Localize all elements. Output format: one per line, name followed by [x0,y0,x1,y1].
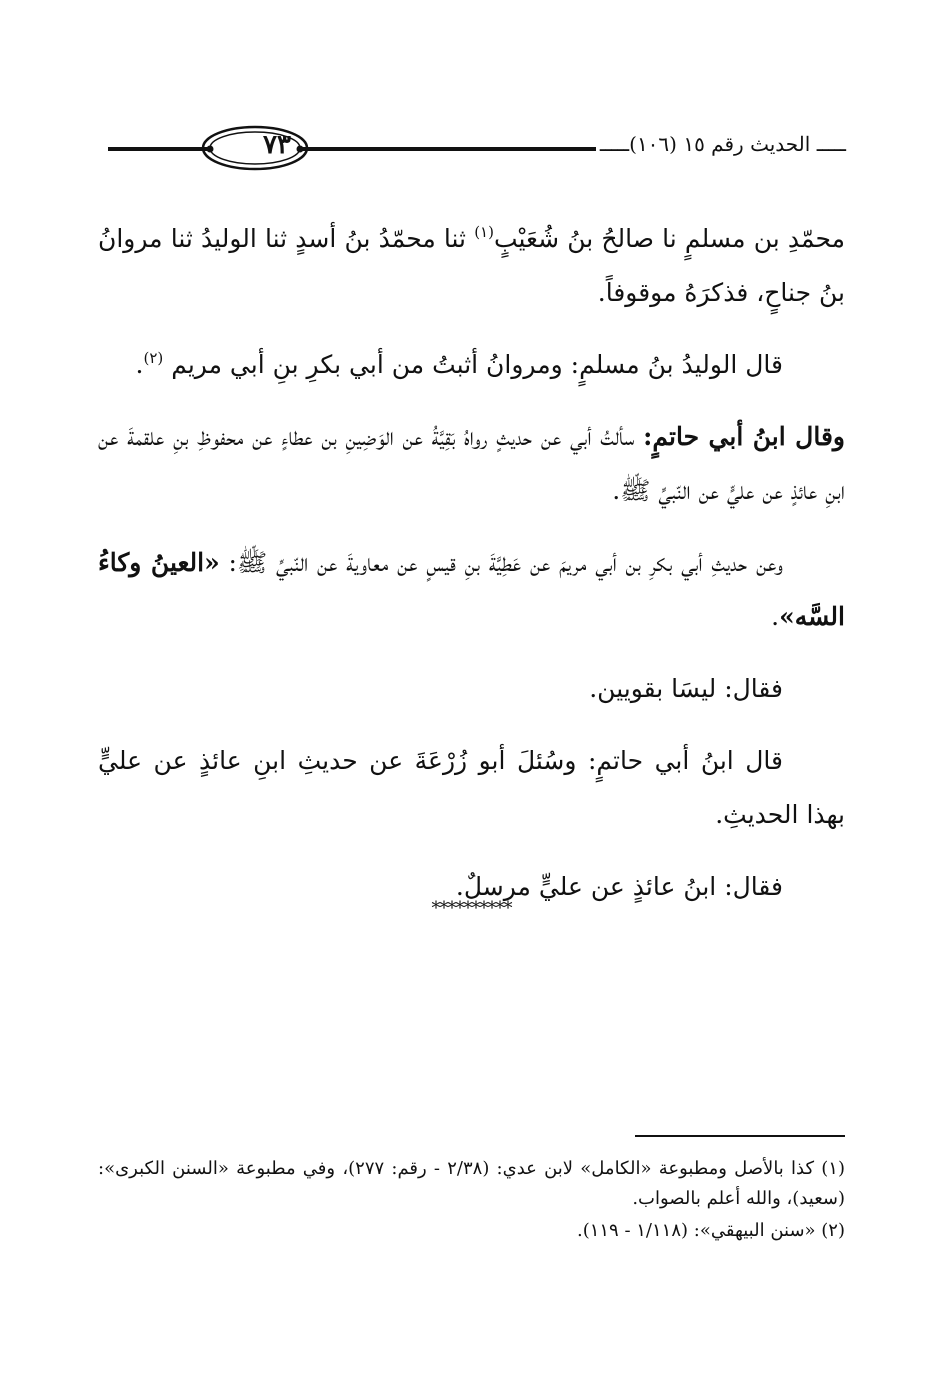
paragraph-1-rest: ثنا محمّدُ بنُ أسدٍ ثنا الوليدُ ثنا مروانُ بنُ جناحٍ، فذكرَهُ موقوفاً. [98,224,845,307]
page-header [100,118,846,188]
paragraph-2-end: . [135,350,144,379]
footnote-1: (١) كذا بالأصل ومطبوعة «الكامل» لابن عدي: (٢/٣٨ - رقم: ٢٧٧)، وفي مطبوعة «السنن الكبرى»: (سعيد)، والله أعلم بالصواب. [98,1158,845,1209]
footnote-rule [635,1135,845,1137]
footnote-2: (٢) «سنن البيهقي»: (١/١١٨ - ١١٩). [576,1220,845,1241]
paragraph-7: فقال: ابنُ عائذٍ عن عليٍّ مرسلٌ. [455,872,783,901]
hadith-quote: «العينُ وكاءُ السَّه» [98,548,845,631]
paragraph-3 [98,410,845,518]
running-title: ـــــ الحديث رقم ١٥ (١٠٦)ـــــ [596,132,846,156]
paragraph-5: فقال: ليسَا بقويين. [589,674,783,703]
paragraph-2 [98,338,845,392]
section-separator: ********** [431,898,512,919]
footnotes [98,1154,845,1248]
footnote-ref-2: (٢) [143,349,164,367]
paragraph-3-rest: سألتُ أبي عن حديثٍ رواهُ بَقِيَّةُ عن الوَضِينِ بن عطاءٍ عن محفوظِ بنِ علقمةَ عن ابنِ عائذٍ عن عليٍّ عن النّبيِّ ﷺ. [98,422,845,505]
paragraph-1-text: محمّدِ بن مسلمٍ نا صالحُ بنُ شُعَيْبٍ [493,224,845,253]
paragraph-4-text: وعن حديثِ أبي بكرِ بن أبي مريمَ عن عَطِيَّةَ بنِ قيسٍ عن معاويةَ عن النّبيِّ ﷺ: [219,548,783,577]
paragraph-4 [98,536,845,644]
main-text [98,212,845,932]
paragraph-3-lead: وقال ابنُ أبي حاتمٍ: [643,422,845,451]
paragraph-4-end: . [771,602,780,631]
footnote-ref-1: (١) [474,223,494,241]
paragraph-1 [98,212,845,320]
paragraph-6: قال ابنُ أبي حاتمٍ: وسُئلَ أبو زُرْعَةَ عن حديثِ ابنِ عائذٍ عن عليٍّ بهذا الحديثِ. [98,746,845,829]
page-number: ٧٣ [263,130,291,160]
paragraph-2-text: قال الوليدُ بنُ مسلمٍ: ومروانُ أثبتُ من أبي بكرِ بنِ أبي مريم [171,350,783,379]
